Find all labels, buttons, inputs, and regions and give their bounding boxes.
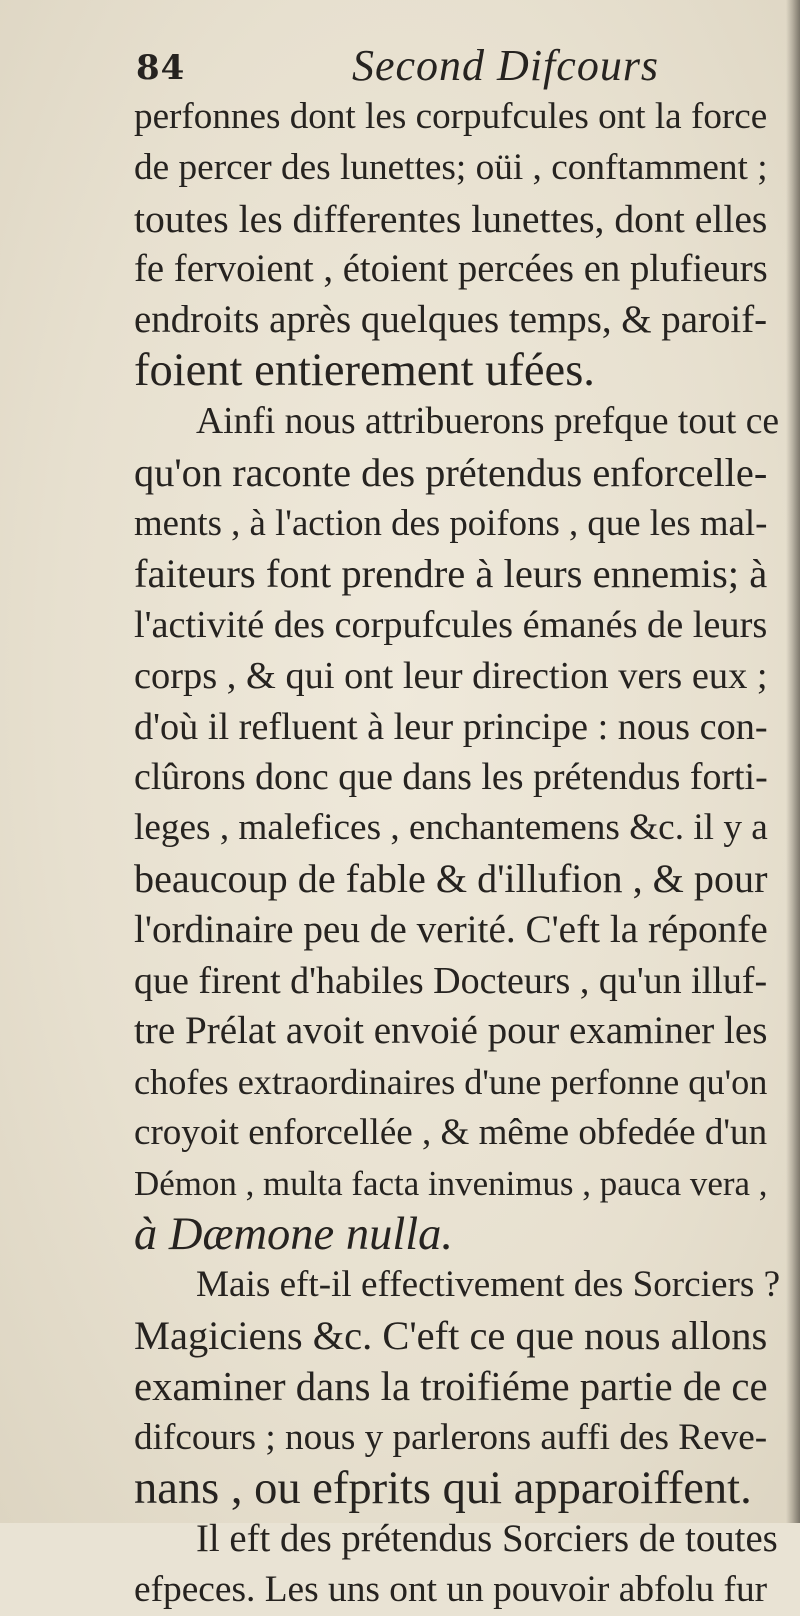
text-line: ments , à l'action des poifons , que les mal-: [134, 502, 768, 544]
text-line: Démon , multa facta invenimus , pauca vera ,: [134, 1163, 768, 1203]
text-line: perfonnes dont les corpufcules ont la force: [134, 96, 768, 137]
text-line: faiteurs font prendre à leurs ennemis; à: [134, 551, 768, 597]
text-line: à Dæmone nulla.: [134, 1208, 454, 1260]
text-line: l'ordinaire peu de verité. C'eft la réponfe: [134, 907, 768, 951]
text-line: endroits après quelques temps, & paroif-: [134, 298, 768, 342]
text-line: Mais eft-il effectivement des Sorciers ?: [196, 1264, 781, 1306]
text-line: leges , malefices , enchantemens &c. il y a: [134, 807, 768, 849]
text-line: Ainfi nous attribuerons prefque tout ce: [196, 400, 780, 442]
text-line: toutes les differentes lunettes, dont elles: [134, 196, 768, 241]
text-line: difcours ; nous y parlerons auffi des Reve-: [134, 1416, 768, 1458]
text-line: qu'on raconte des prétendus enforcelle-: [134, 449, 768, 495]
text-line: chofes extraordinaires d'une perfonne qu'on: [134, 1062, 768, 1103]
text-line: l'activité des corpufcules émanés de leurs: [134, 603, 768, 646]
text-line: fe fervoient , étoient percées en plufieurs: [134, 247, 768, 291]
text-line: que firent d'habiles Docteurs , qu'un illuf-: [134, 959, 768, 1002]
text-line: foient entierement ufées.: [134, 344, 595, 396]
text-line: tre Prélat avoit envoié pour examiner les: [134, 1009, 768, 1053]
running-title: Second Difcours: [352, 41, 660, 90]
page-header: [0, 40, 800, 96]
page-number: 84: [136, 48, 186, 88]
text-line: nans , ou efprits qui apparoiffent.: [134, 1462, 752, 1514]
text-line: d'où il refluent à leur principe : nous con-: [134, 705, 768, 748]
text-line: beaucoup de fable & d'illufion , & pour: [134, 855, 768, 901]
text-line: Magiciens &c. C'eft ce que nous allons: [134, 1313, 768, 1359]
text-line: de percer des lunettes; oüi , conftamment ;: [134, 146, 768, 188]
text-line: efpeces. Les uns ont un pouvoir abfolu fur: [134, 1569, 768, 1611]
text-line: corps , & qui ont leur direction vers eux ;: [134, 654, 768, 697]
text-line: Il eft des prétendus Sorciers de toutes: [196, 1517, 778, 1561]
page-edge-shadow: [786, 0, 800, 1523]
text-line: clûrons donc que dans les prétendus forti-: [134, 756, 768, 799]
text-line: croyoit enforcellée , & même obfedée d'un: [134, 1111, 768, 1153]
body-text: [134, 92, 781, 1616]
text-line: examiner dans la troifiéme partie de ce: [134, 1363, 768, 1409]
